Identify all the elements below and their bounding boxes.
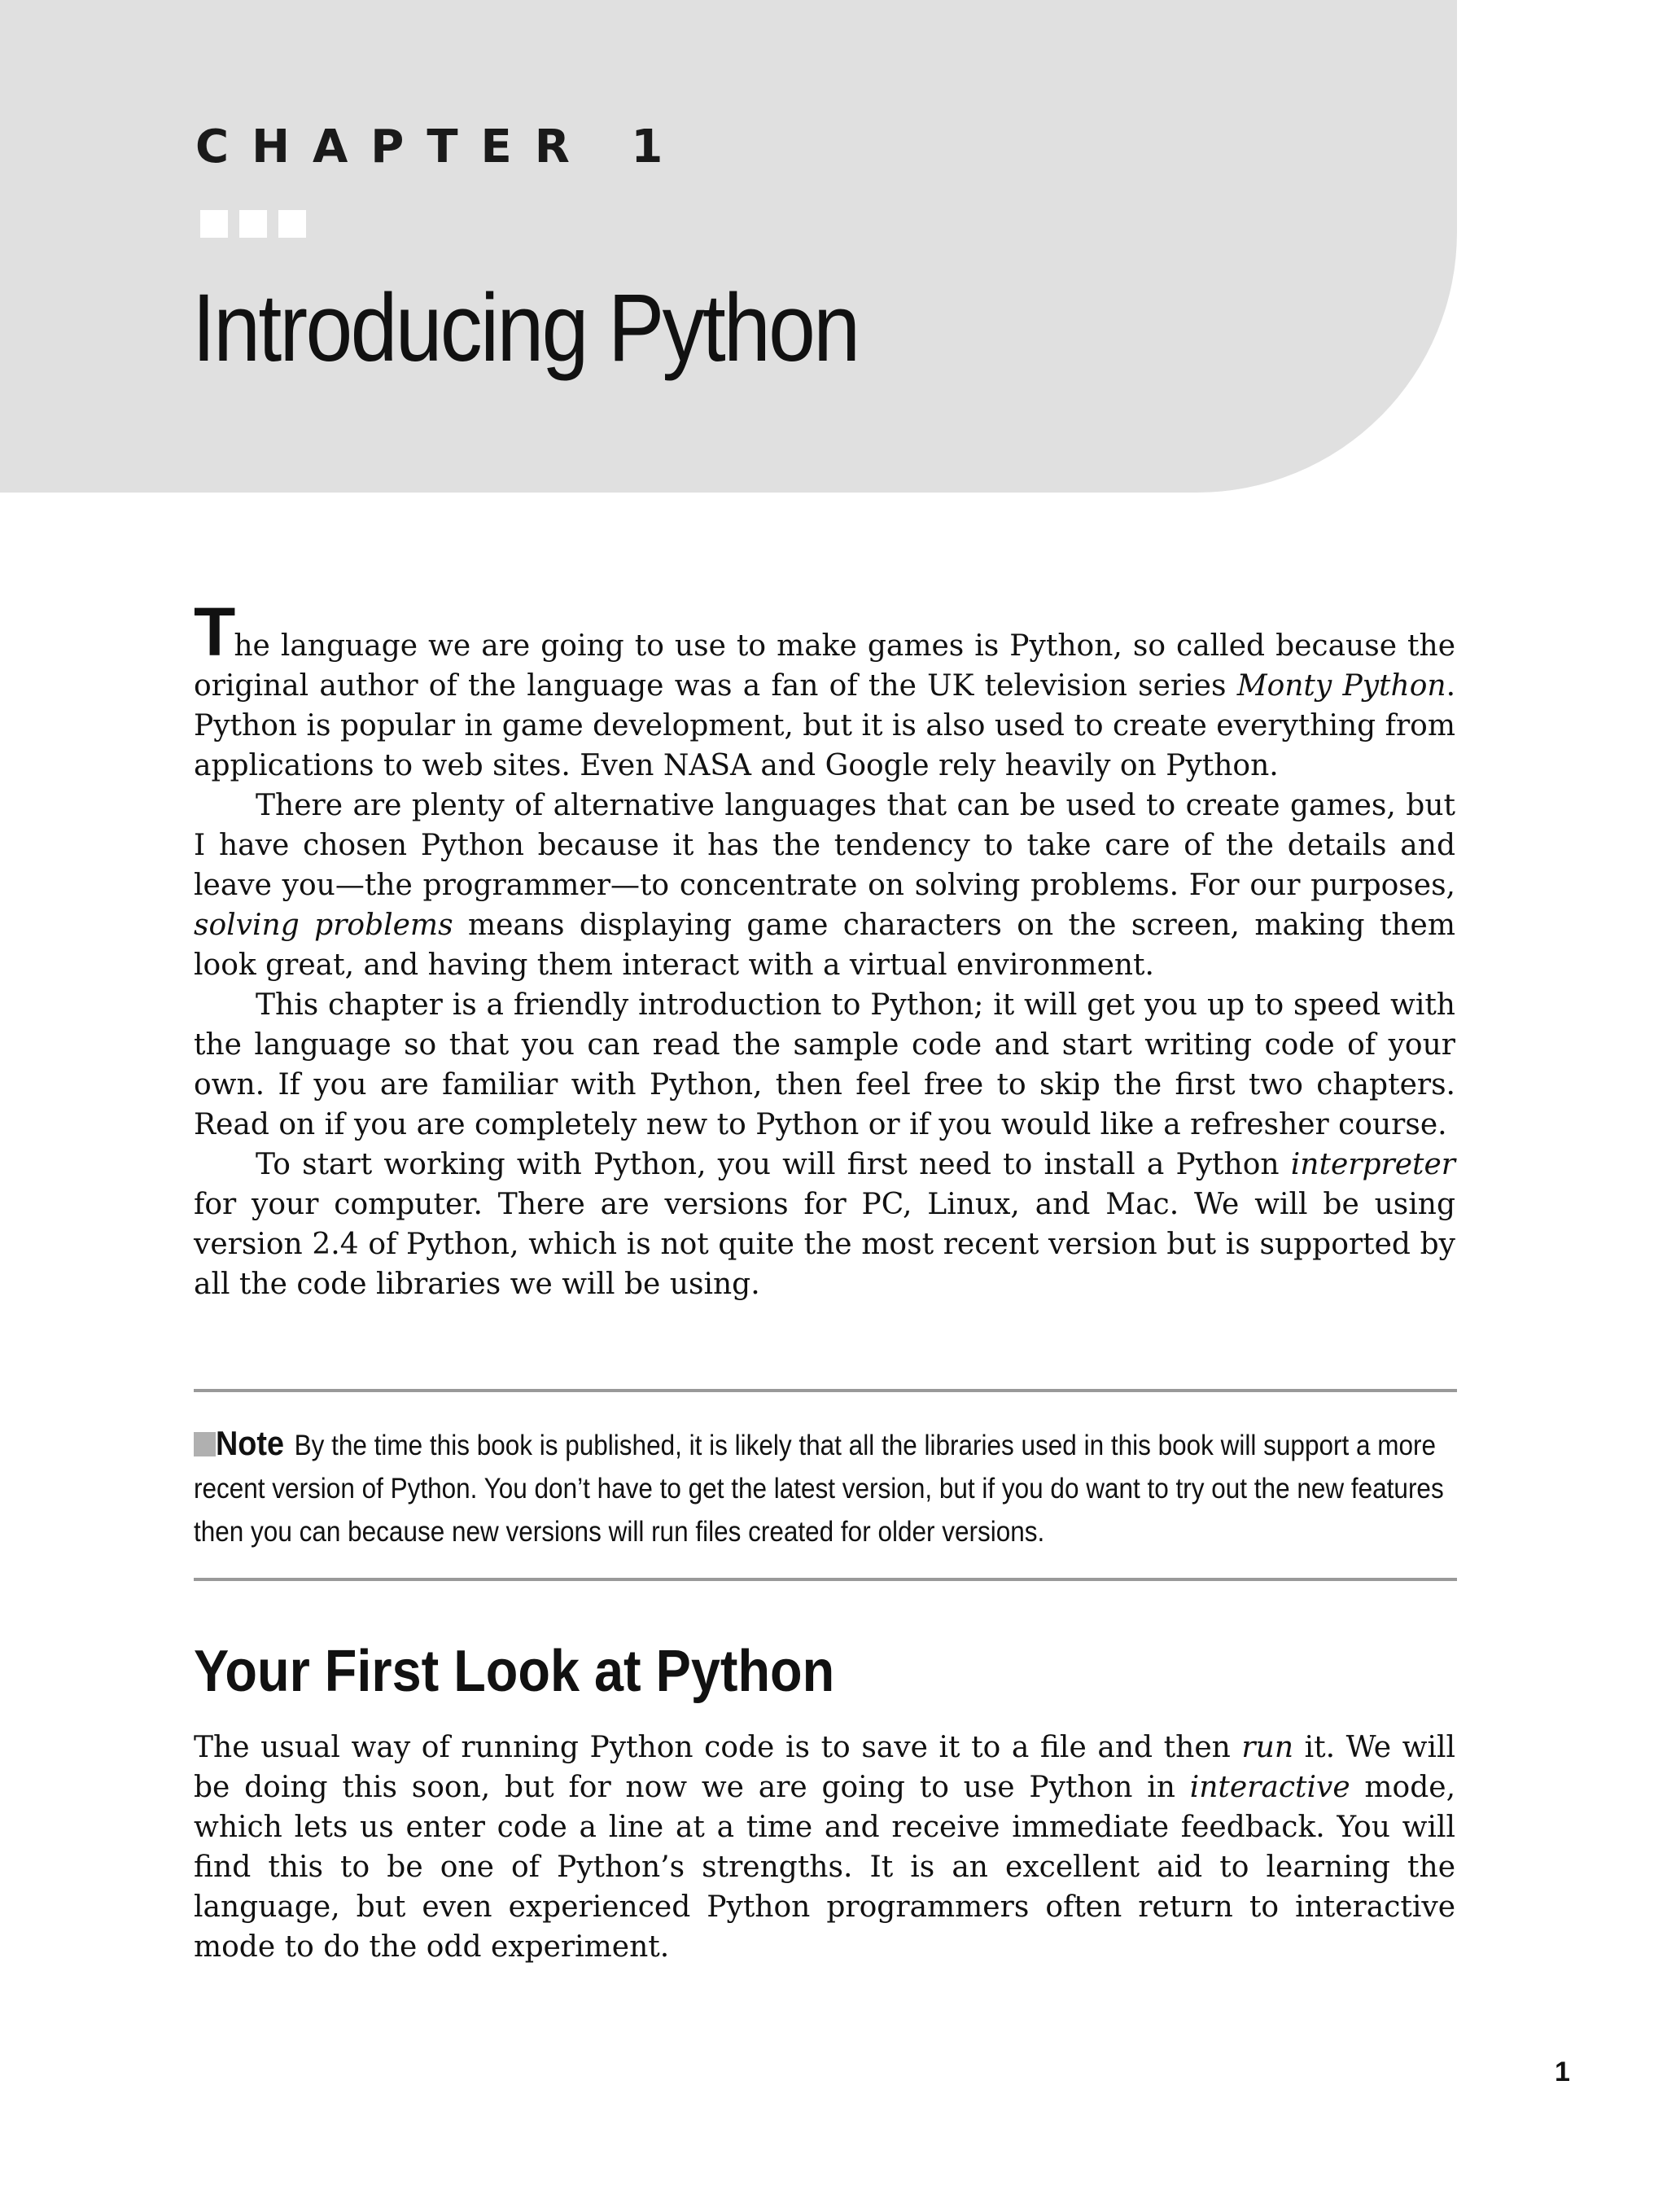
- text-run: The usual way of running Python code is to save it to a file and then: [194, 1731, 1242, 1764]
- text-run: mode, which lets us enter code a line at a time and receive immediate feedback. You will find this to be one of Python’s strengths. It is an excellent aid to learning the language, but even experienced Python programmers often return to interactive mode to do the odd experiment.: [194, 1771, 1456, 1964]
- ornament-square: [239, 210, 267, 238]
- section-text: [194, 1728, 1455, 1967]
- text-run: means displaying game characters on the screen, making them look great, and having them interact with a virtual environment.: [194, 909, 1455, 982]
- text-run: . Python is popular in game development, but it is also used to create everything from applications to web sites. Even NASA and Google rely heavily on Python.: [194, 669, 1456, 782]
- chapter-title: Introducing Python: [192, 274, 859, 382]
- paragraph: This chapter is a friendly introduction to Python; it will get you up to speed with the language so that you can read the sample code and start writing code of your own. If you are familiar with Python, then feel free to skip the first two chapters. Read on if you are completely new to Python or if you would like a refresher course.: [194, 988, 1455, 1141]
- section-heading: Your First Look at Python: [194, 1639, 835, 1704]
- text-run: for your computer. There are versions for PC, Linux, and Mac. We will be using version 2.4 of Python, which is not quite the most recent version but is supported by all the code libraries we will be using.: [194, 1188, 1455, 1301]
- text-run: There are plenty of alternative languages that can be used to create games, but I have chosen Python because it has the tendency to take care of the details and leave you—the programmer—to concentrate on solving problems. For our purposes,: [194, 789, 1455, 902]
- emphasis: solving problems: [194, 909, 453, 942]
- chapter-ornament: [200, 210, 306, 238]
- text-run: it. We will be doing this soon, but for now we are going to use Python in: [194, 1731, 1455, 1804]
- text-run: To start working with Python, you will first need to install a Python: [256, 1148, 1291, 1181]
- ornament-square: [278, 210, 306, 238]
- paragraph: [194, 786, 1455, 985]
- chapter-label: CHAPTER 1: [195, 120, 686, 173]
- text-run: he language we are going to use to make games is Python, so called because the original author of the language was a fan of the UK television series: [194, 629, 1455, 703]
- emphasis: interpreter: [1290, 1148, 1455, 1181]
- note-body: By the time this book is published, it is likely that all the libraries used in this book will support a more recent version of Python. You don’t have to get the latest version, but if you do want to try out the new features then you can because new versions will run files created for older versions.: [194, 1430, 1444, 1548]
- intro-text: [194, 594, 1456, 1304]
- note-square-icon: [194, 1432, 216, 1456]
- paragraph: [194, 1728, 1455, 1967]
- note-text: [194, 1421, 1454, 1553]
- page-number: 1: [1555, 2057, 1570, 2087]
- drop-cap: T: [194, 594, 236, 670]
- paragraph: [194, 1145, 1455, 1304]
- chapter-header-band: [0, 0, 1457, 493]
- note-label: Note: [216, 1424, 285, 1462]
- emphasis: run: [1241, 1731, 1294, 1764]
- paragraph: [194, 594, 1456, 786]
- emphasis: Monty Python: [1236, 669, 1446, 703]
- emphasis: interactive: [1189, 1771, 1350, 1804]
- ornament-square: [200, 210, 228, 238]
- note-box: [194, 1389, 1457, 1581]
